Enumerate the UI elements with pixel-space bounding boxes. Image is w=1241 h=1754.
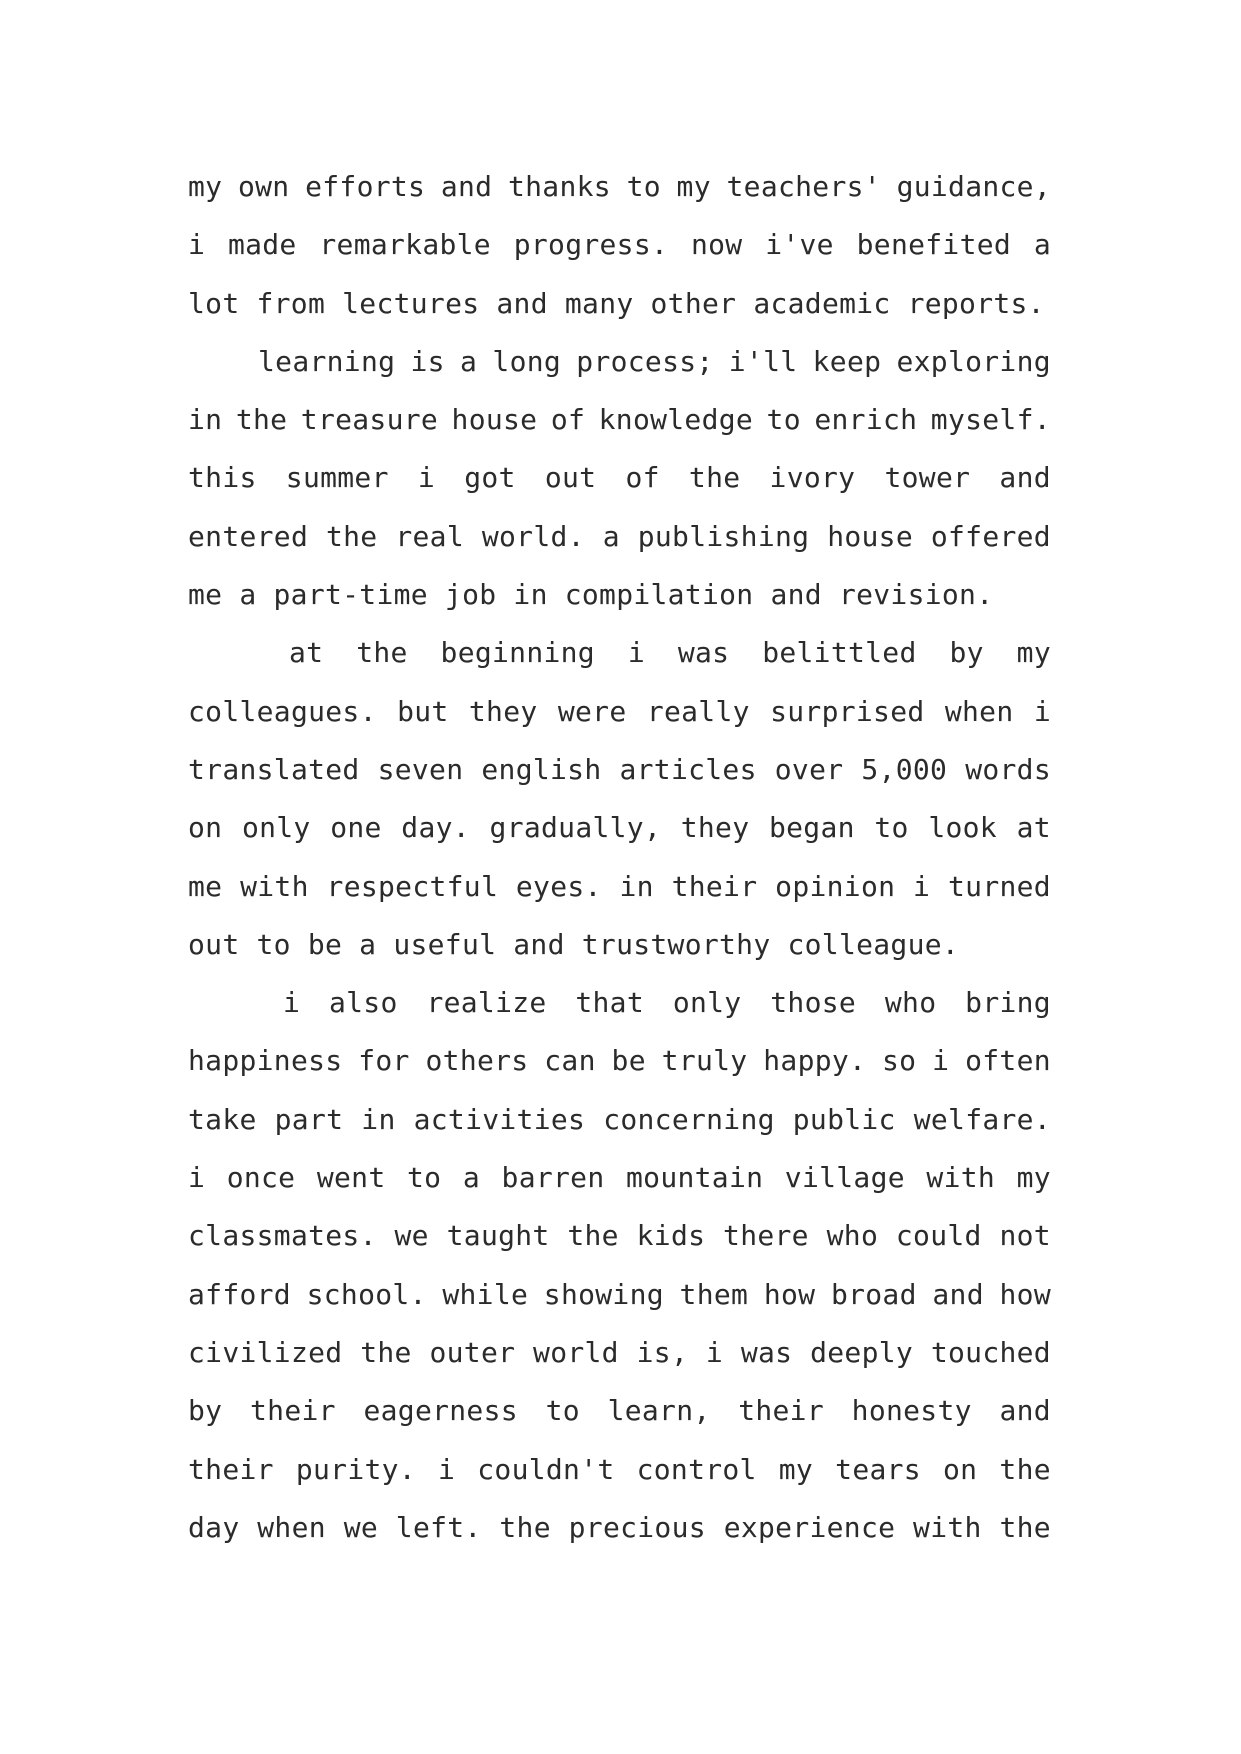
word: that — [575, 986, 644, 1020]
text-line — [188, 333, 1051, 391]
word: touched — [930, 1335, 1051, 1369]
word: by — [188, 1394, 223, 1428]
word: lectures — [342, 286, 480, 320]
text-line — [188, 974, 1051, 1032]
word: progress. — [513, 228, 669, 262]
word: over — [774, 752, 844, 786]
word: part — [274, 1102, 344, 1136]
word: a — [462, 1161, 481, 1195]
word: surprised — [770, 694, 925, 728]
word: my — [1016, 1161, 1051, 1195]
word: publishing — [637, 519, 810, 553]
word: guidance, — [896, 170, 1051, 203]
word: summer — [285, 461, 389, 495]
word: opinion — [775, 869, 896, 903]
word: out — [188, 927, 240, 961]
word: to — [407, 1161, 442, 1195]
word: i — [705, 1335, 724, 1369]
word: keep — [812, 344, 882, 378]
text-line — [188, 158, 1051, 216]
word: learning — [258, 344, 396, 378]
text-line — [188, 275, 1051, 333]
word: tears — [835, 1452, 921, 1486]
word: their — [671, 869, 758, 903]
word: process; — [576, 344, 714, 378]
text-line — [188, 916, 1051, 974]
word: when — [257, 1510, 326, 1544]
word: but — [397, 694, 449, 728]
word: long — [492, 344, 562, 378]
text-line — [188, 1382, 1051, 1440]
word: broad — [830, 1277, 917, 1311]
word: i — [417, 461, 436, 495]
word: could — [895, 1219, 982, 1253]
word: translated — [188, 752, 360, 786]
word: happy. — [763, 1044, 867, 1078]
word: and — [440, 170, 493, 203]
word: made — [227, 228, 297, 262]
text-line — [188, 1324, 1051, 1382]
word: truly — [661, 1044, 748, 1078]
word: me — [188, 578, 223, 612]
word: i — [932, 1044, 950, 1078]
word: of — [550, 403, 586, 437]
word: from — [256, 286, 326, 320]
word: knowledge — [598, 403, 754, 437]
word: only — [672, 986, 742, 1020]
word: is, — [636, 1335, 689, 1369]
word: can — [544, 1044, 596, 1078]
word: 5,000 — [861, 752, 948, 786]
text-line — [188, 566, 1051, 624]
word: academic — [753, 286, 891, 320]
word: also — [328, 986, 398, 1020]
word: they — [468, 694, 538, 728]
word: i — [188, 1161, 206, 1195]
text-line — [188, 1441, 1051, 1499]
word: the — [999, 1452, 1051, 1486]
word: on — [188, 811, 223, 845]
word: treasure — [300, 403, 439, 437]
word: world — [533, 1335, 619, 1369]
word: belittled — [762, 636, 917, 670]
word: articles — [619, 752, 757, 786]
word: out — [544, 461, 597, 495]
text-line — [188, 1032, 1051, 1090]
word: by — [949, 636, 984, 670]
word: my — [1016, 636, 1051, 670]
word: a — [1033, 228, 1051, 262]
word: this — [188, 461, 257, 495]
word: other — [650, 286, 737, 320]
word: exploring — [896, 344, 1051, 378]
word: deeply — [810, 1335, 914, 1369]
word: be — [307, 927, 343, 961]
text-line — [188, 1149, 1051, 1207]
word: often — [965, 1044, 1051, 1078]
word: own — [237, 170, 290, 203]
paragraph-4 — [188, 974, 1051, 1557]
word: look — [928, 811, 997, 845]
word: a — [239, 578, 257, 612]
word: a — [359, 927, 377, 961]
word: how — [999, 1277, 1051, 1311]
word: and — [999, 461, 1051, 495]
word: a — [602, 519, 620, 553]
word: others — [425, 1044, 529, 1078]
word: purity. — [295, 1452, 416, 1486]
word: and — [513, 927, 565, 961]
word: ivory — [769, 461, 856, 495]
word: were — [557, 694, 627, 728]
word: in — [513, 578, 548, 612]
word: is — [410, 344, 445, 378]
word: seven — [377, 752, 464, 786]
word: one — [330, 811, 382, 845]
word: once — [226, 1161, 296, 1195]
word: the — [360, 1335, 412, 1369]
document-body — [188, 158, 1051, 1557]
word: activities — [413, 1102, 586, 1136]
word: how — [763, 1277, 816, 1311]
word: got — [464, 461, 516, 495]
word: the — [356, 636, 408, 670]
word: my — [676, 170, 711, 203]
word: i've — [765, 228, 834, 262]
word: beginning — [440, 636, 595, 670]
word: house — [827, 519, 913, 553]
word: to — [766, 403, 801, 437]
word: a — [460, 344, 478, 378]
word: so — [882, 1044, 917, 1078]
word: myself. — [930, 403, 1051, 437]
text-line — [188, 1499, 1051, 1557]
word: thanks — [507, 170, 611, 203]
word: they — [680, 811, 750, 845]
word: real — [395, 519, 464, 553]
word: eagerness — [363, 1394, 518, 1428]
word: i — [627, 636, 645, 670]
word: them — [679, 1277, 749, 1311]
word: while — [442, 1277, 529, 1311]
word: take — [188, 1102, 257, 1136]
word: in — [619, 869, 654, 903]
word: gradually, — [489, 811, 662, 845]
word: was — [740, 1335, 793, 1369]
word: to — [626, 170, 661, 203]
word: world. — [481, 519, 585, 553]
word: job — [444, 578, 497, 612]
word: with — [240, 869, 309, 903]
word: bring — [965, 986, 1051, 1020]
word: honesty — [851, 1394, 972, 1428]
word: the — [499, 1510, 551, 1544]
text-line — [188, 1207, 1051, 1265]
word: at — [1016, 811, 1051, 845]
text-line — [188, 799, 1051, 857]
word: colleague. — [787, 927, 960, 961]
word: began — [768, 811, 855, 845]
word: english — [481, 752, 602, 786]
word: and — [770, 578, 822, 612]
word: village — [784, 1161, 905, 1195]
word: with — [926, 1161, 996, 1195]
word: to — [545, 1394, 580, 1428]
word: useful — [393, 927, 497, 961]
word: welfare. — [913, 1102, 1051, 1136]
word: only — [241, 811, 311, 845]
word: respectful — [326, 869, 499, 903]
word: their — [188, 1452, 274, 1486]
word: in — [188, 403, 223, 437]
word: mountain — [626, 1161, 764, 1195]
word: kids — [636, 1219, 706, 1253]
word: realize — [426, 986, 547, 1020]
word: my — [778, 1452, 814, 1486]
word: on — [943, 1452, 978, 1486]
text-line — [188, 1266, 1051, 1324]
word: public — [792, 1102, 896, 1136]
word: lot — [188, 286, 240, 320]
paragraph-3 — [188, 624, 1051, 974]
word: there — [723, 1219, 809, 1253]
word: the — [688, 461, 741, 495]
word: offered — [930, 519, 1051, 553]
word: afford — [188, 1277, 291, 1311]
word: left. — [395, 1510, 482, 1544]
text-line — [188, 449, 1051, 507]
word: efforts — [305, 170, 426, 203]
word: we — [343, 1510, 379, 1544]
word: those — [770, 986, 857, 1020]
word: enrich — [814, 403, 918, 437]
word: and — [932, 1277, 984, 1311]
word: for — [358, 1044, 410, 1078]
word: turned — [948, 869, 1051, 903]
word: i — [438, 1452, 456, 1486]
text-line — [188, 858, 1051, 916]
word: part-time — [273, 578, 428, 612]
word: school. — [306, 1277, 427, 1311]
word: experience — [723, 1510, 896, 1544]
word: couldn't — [477, 1452, 615, 1486]
word: barren — [501, 1161, 605, 1195]
word: went — [316, 1161, 386, 1195]
word: i — [283, 986, 301, 1020]
word: entered — [188, 519, 309, 553]
word: in — [361, 1102, 396, 1136]
word: words — [965, 752, 1051, 786]
word: i — [188, 228, 206, 262]
paragraph-2 — [188, 333, 1051, 624]
word: classmates. — [188, 1219, 377, 1253]
word: reports. — [907, 286, 1045, 320]
word: happiness — [188, 1044, 343, 1078]
text-line — [188, 624, 1051, 682]
word: showing — [543, 1277, 664, 1311]
word: the — [999, 1510, 1051, 1544]
word: was — [677, 636, 730, 670]
word: i'll — [728, 344, 798, 378]
word: really — [646, 694, 750, 728]
word: teachers' — [726, 170, 881, 203]
word: who — [884, 986, 937, 1020]
text-line — [188, 1091, 1051, 1149]
text-line — [188, 741, 1051, 799]
word: of — [625, 461, 660, 495]
word: day — [188, 1510, 240, 1544]
word: benefited — [856, 228, 1012, 262]
paragraph-1 — [188, 158, 1051, 333]
word: their — [250, 1394, 336, 1428]
word: revision. — [838, 578, 994, 612]
word: house — [451, 403, 538, 437]
word: and — [999, 1394, 1051, 1428]
word: at — [289, 636, 324, 670]
word: to — [874, 811, 909, 845]
word: the — [325, 519, 378, 553]
word: not — [999, 1219, 1051, 1253]
word: their — [738, 1394, 824, 1428]
word: be — [611, 1044, 646, 1078]
word: colleagues. — [188, 694, 377, 728]
word: i — [1033, 694, 1051, 728]
word: concerning — [603, 1102, 775, 1136]
word: compilation — [564, 578, 754, 612]
word: remarkable — [319, 228, 491, 262]
text-line — [188, 683, 1051, 741]
word: civilized — [188, 1335, 343, 1369]
word: day. — [401, 811, 470, 845]
word: the — [567, 1219, 619, 1253]
word: who — [826, 1219, 879, 1253]
word: i — [913, 869, 931, 903]
word: and — [496, 286, 548, 320]
word: precious — [568, 1510, 706, 1544]
word: many — [564, 286, 634, 320]
word: to — [256, 927, 291, 961]
text-line — [188, 391, 1051, 449]
word: my — [188, 170, 223, 203]
text-line — [188, 216, 1051, 274]
word: tower — [884, 461, 971, 495]
word: taught — [446, 1219, 550, 1253]
word: we — [394, 1219, 429, 1253]
text-line — [188, 508, 1051, 566]
word: the — [235, 403, 288, 437]
word: learn, — [607, 1394, 711, 1428]
word: me — [188, 869, 223, 903]
word: with — [913, 1510, 982, 1544]
word: outer — [429, 1335, 516, 1369]
word: trustworthy — [581, 927, 771, 961]
word: control — [636, 1452, 757, 1486]
word: eyes. — [515, 869, 602, 903]
word: when — [944, 694, 1014, 728]
word: now — [690, 228, 743, 262]
